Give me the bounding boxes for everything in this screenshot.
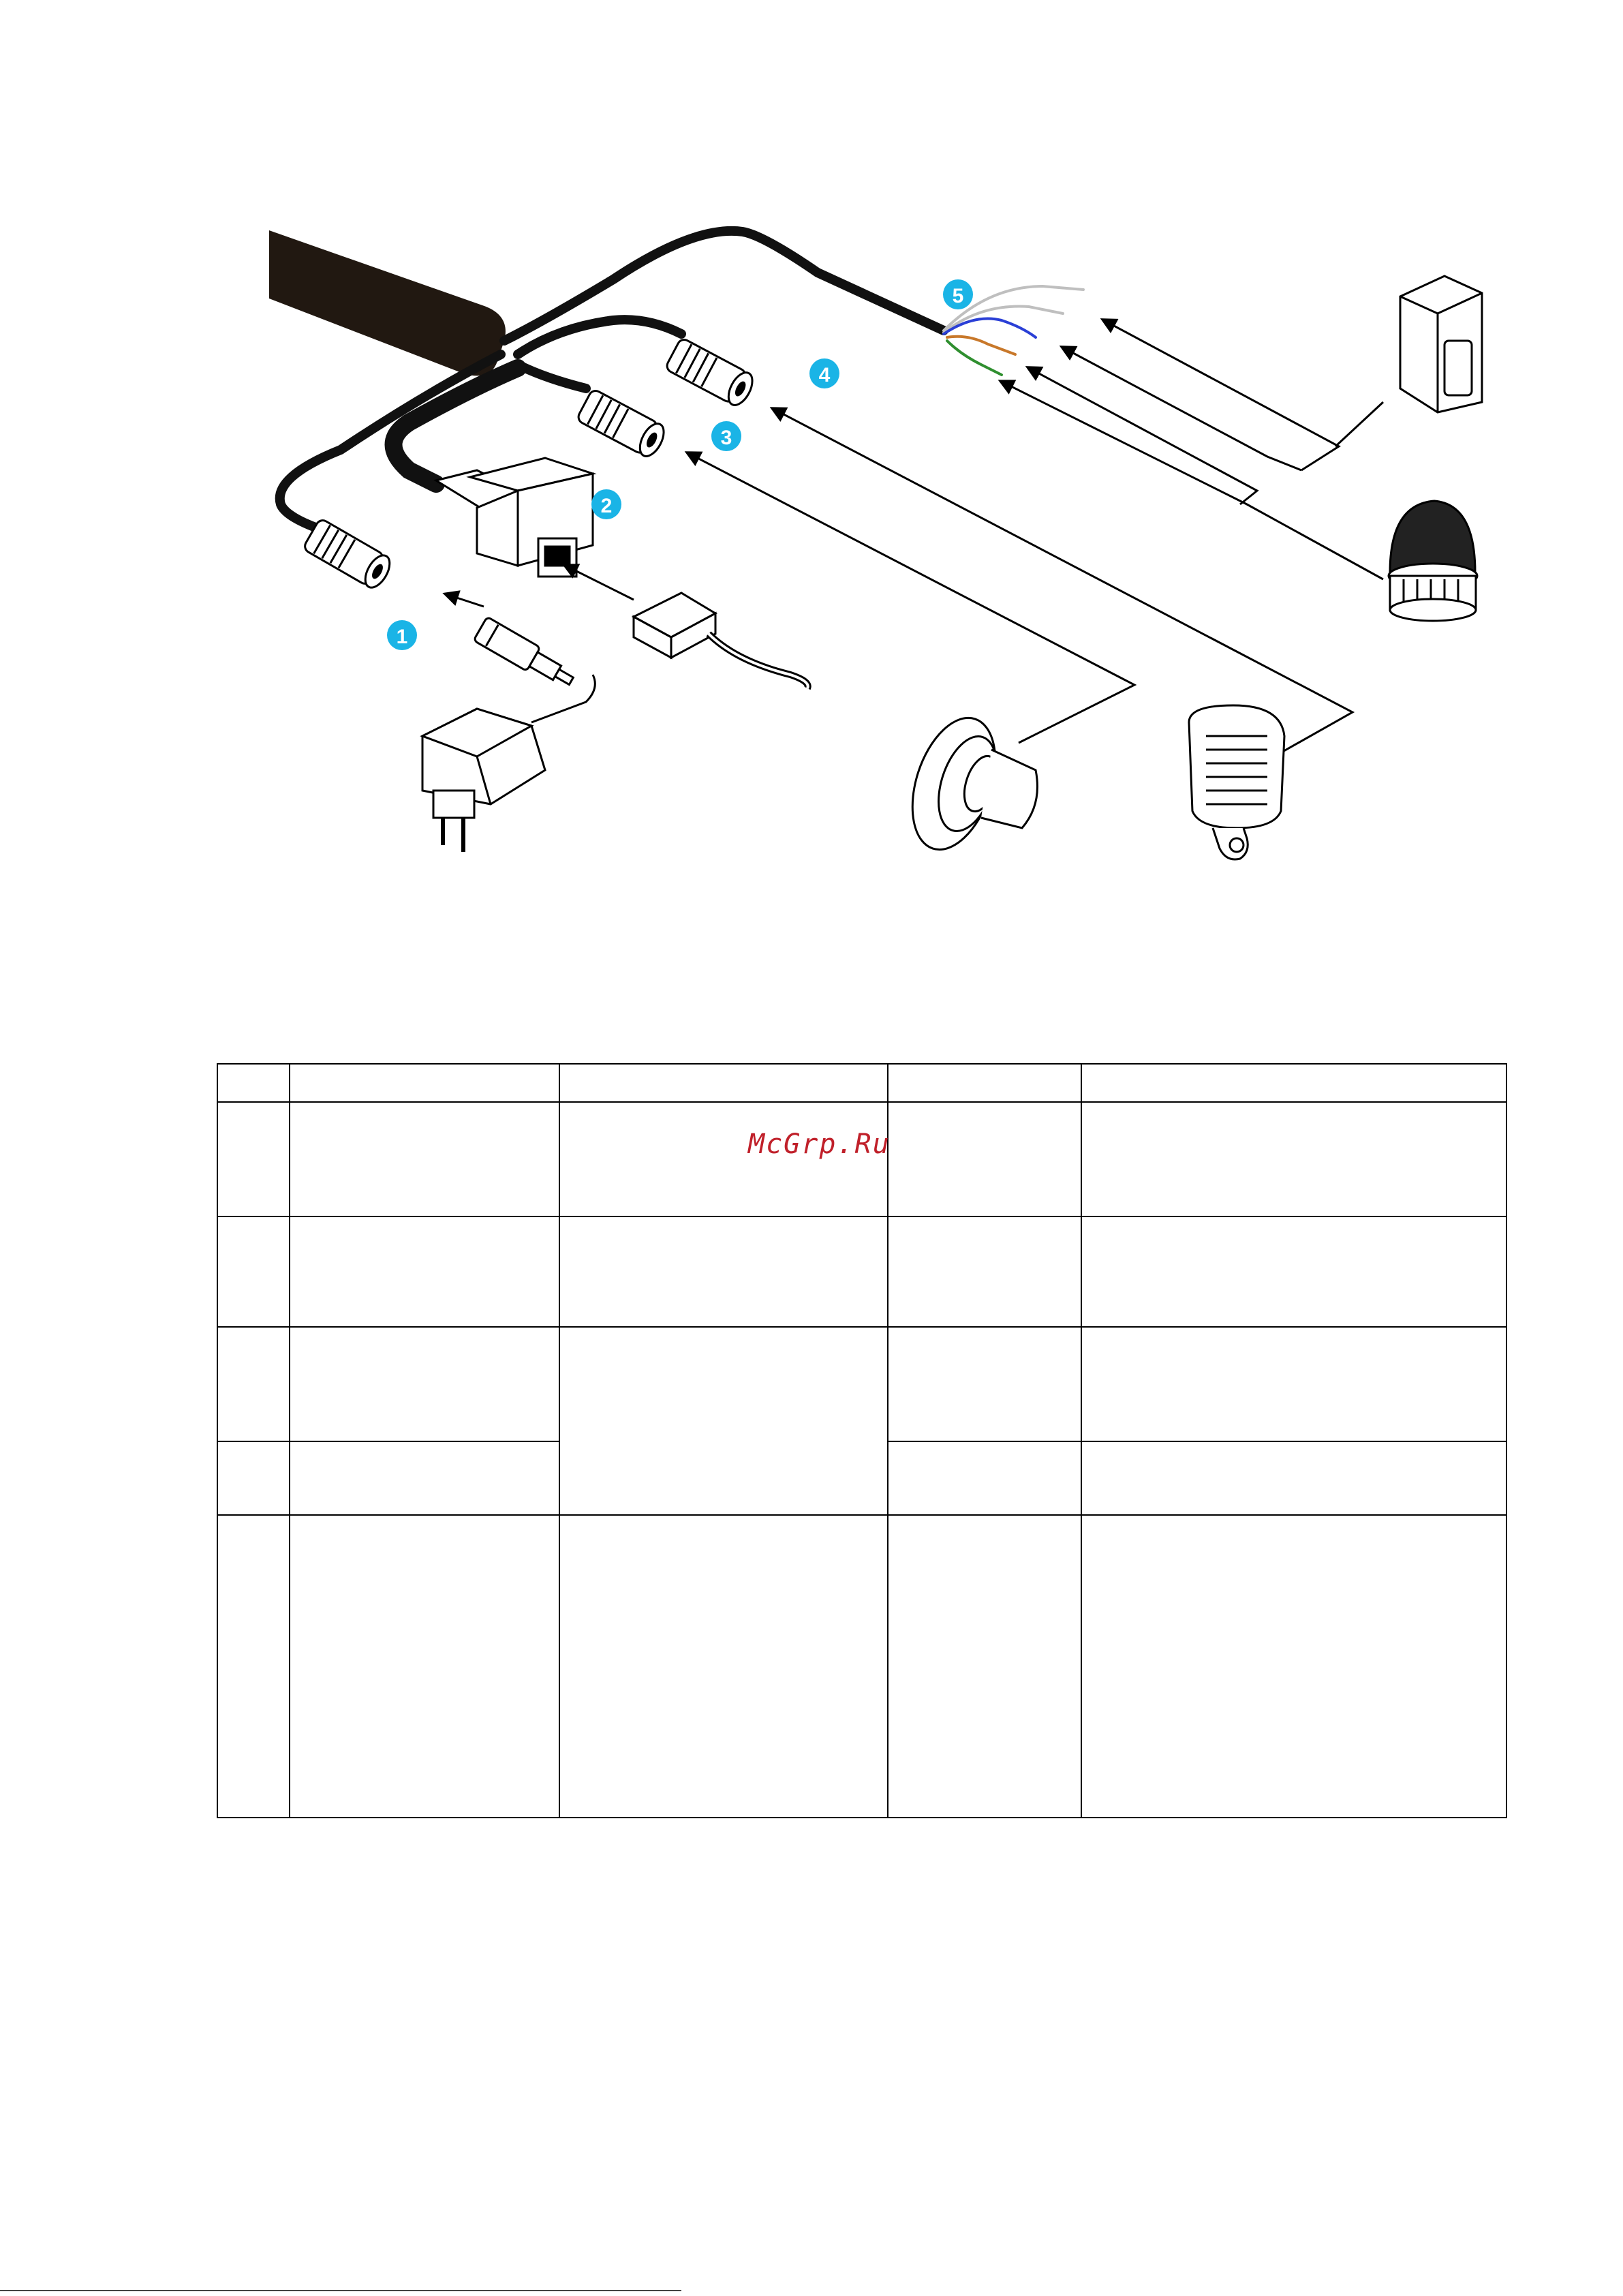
table-cell [1081,1327,1506,1441]
table-header-row [217,1064,1506,1102]
svg-text:1: 1 [396,626,408,648]
table-cell [217,1216,290,1327]
microphone-device [1189,705,1284,859]
table-cell [888,1102,1081,1216]
table-cell [290,1515,559,1818]
table-cell [888,1441,1081,1515]
table-cell [290,1216,559,1327]
table-row [217,1216,1506,1327]
table-cell [1081,1064,1506,1102]
table-cell [290,1064,559,1102]
dc-adapter [422,617,595,852]
table-cell [888,1064,1081,1102]
table-cell [1081,1216,1506,1327]
table-cell [888,1327,1081,1441]
table-cell [888,1216,1081,1327]
sensor-device [1400,276,1482,412]
table-cell [217,1515,290,1818]
table-row [217,1327,1506,1441]
watermark-text: McGrp.Ru [748,1129,891,1160]
table-cell [559,1216,888,1327]
svg-text:5: 5 [952,285,964,307]
table-cell [290,1102,559,1216]
lan-cable [634,593,808,688]
svg-text:3: 3 [720,427,732,449]
main-cable [269,230,506,376]
svg-text:4: 4 [818,364,831,386]
callout-badge-1 [387,620,417,650]
svg-text:2: 2 [600,495,613,517]
table-cell [290,1327,559,1441]
table-cell [217,1102,290,1216]
connection-diagram [0,0,1623,886]
table-cell [559,1064,888,1102]
callout-badge-5 [943,279,973,309]
table-cell [1081,1102,1506,1216]
lan-connector-2 [436,458,593,577]
callout-badge-2 [591,489,621,519]
table-cell [1081,1515,1506,1818]
table-row [217,1515,1506,1818]
table-cell [888,1515,1081,1818]
table-cell [559,1515,888,1818]
callout-badge-4 [809,358,839,388]
table-cell [217,1064,290,1102]
audio-in-connector-4 [665,337,758,409]
table-cell [217,1327,290,1441]
power-connector-1 [303,518,395,592]
audio-out-connector-3 [576,388,669,460]
speaker-device [897,707,1038,860]
callout-badge-3 [711,421,741,451]
table-cell [290,1441,559,1515]
table-cell [217,1441,290,1515]
alarm-light-device [1389,501,1477,621]
table-cell [559,1327,888,1515]
connection-spec-table [217,1063,1507,1818]
footer-rule [0,2290,681,2291]
table-cell [1081,1441,1506,1515]
